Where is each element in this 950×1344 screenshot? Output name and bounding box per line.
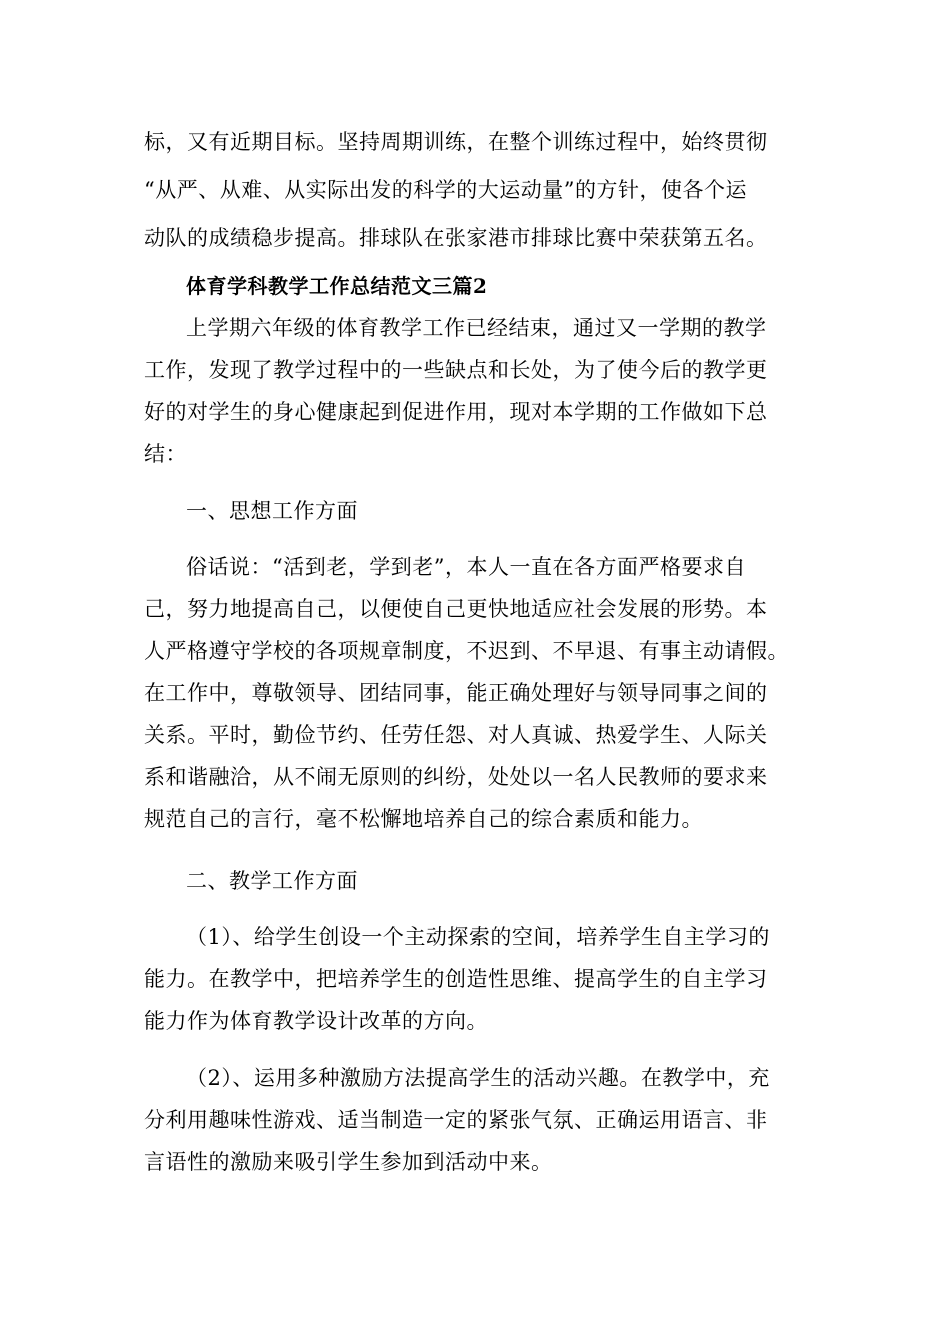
summary-line-2: 工作，发现了教学过程中的一些缺点和长处，为了使今后的教学更 bbox=[144, 358, 768, 382]
section1-line-2: 己，努力地提高自己，以便使自己更快地适应社会发展的形势。本 bbox=[144, 597, 768, 621]
section2-item2-line-2: 分利用趣味性游戏、适当制造一定的紧张气氛、正确运用语言、非 bbox=[144, 1108, 768, 1132]
section2-title: 二、教学工作方面 bbox=[186, 869, 358, 893]
section2-item1-line-2: 能力。在教学中，把培养学生的创造性思维、提高学生的自主学习 bbox=[144, 967, 768, 991]
section-heading: 体育学科教学工作总结范文三篇2 bbox=[186, 274, 488, 298]
summary-line-4: 结： bbox=[144, 442, 187, 466]
intro-line-2: “从严、从难、从实际出发的科学的大运动量”的方针，使各个运 bbox=[144, 178, 747, 202]
intro-line-1: 标，又有近期目标。坚持周期训练，在整个训练过程中，始终贯彻 bbox=[144, 130, 768, 154]
section2-item2-line-1: （2）、运用多种激励方法提高学生的活动兴趣。在教学中，充 bbox=[186, 1066, 770, 1090]
summary-line-1: 上学期六年级的体育教学工作已经结束，通过又一学期的教学 bbox=[186, 316, 767, 340]
section1-line-7: 规范自己的言行，毫不松懈地培养自己的综合素质和能力。 bbox=[144, 807, 703, 831]
section1-line-6: 系和谐融洽，从不闹无原则的纠纷，处处以一名人民教师的要求来 bbox=[144, 765, 768, 789]
section2-item1-line-3: 能力作为体育教学设计改革的方向。 bbox=[144, 1009, 488, 1033]
section1-line-5: 关系。平时，勤俭节约、任劳任怨、对人真诚、热爱学生、人际关 bbox=[144, 723, 768, 747]
section2-item1-line-1: （1）、给学生创设一个主动探索的空间，培养学生自主学习的 bbox=[186, 925, 770, 949]
section1-line-1: 俗话说：“活到老，学到老”，本人一直在各方面严格要求自 bbox=[186, 555, 746, 579]
section2-item2-line-3: 言语性的激励来吸引学生参加到活动中来。 bbox=[144, 1150, 553, 1174]
summary-line-3: 好的对学生的身心健康起到促进作用，现对本学期的工作做如下总 bbox=[144, 400, 768, 424]
section1-line-3: 人严格遵守学校的各项规章制度，不迟到、不早退、有事主动请假。 bbox=[144, 639, 789, 663]
section1-line-4: 在工作中，尊敬领导、团结同事，能正确处理好与领导同事之间的 bbox=[144, 681, 768, 705]
intro-line-3: 动队的成绩稳步提高。排球队在张家港市排球比赛中荣获第五名。 bbox=[144, 226, 768, 250]
section1-title: 一、思想工作方面 bbox=[186, 499, 358, 523]
